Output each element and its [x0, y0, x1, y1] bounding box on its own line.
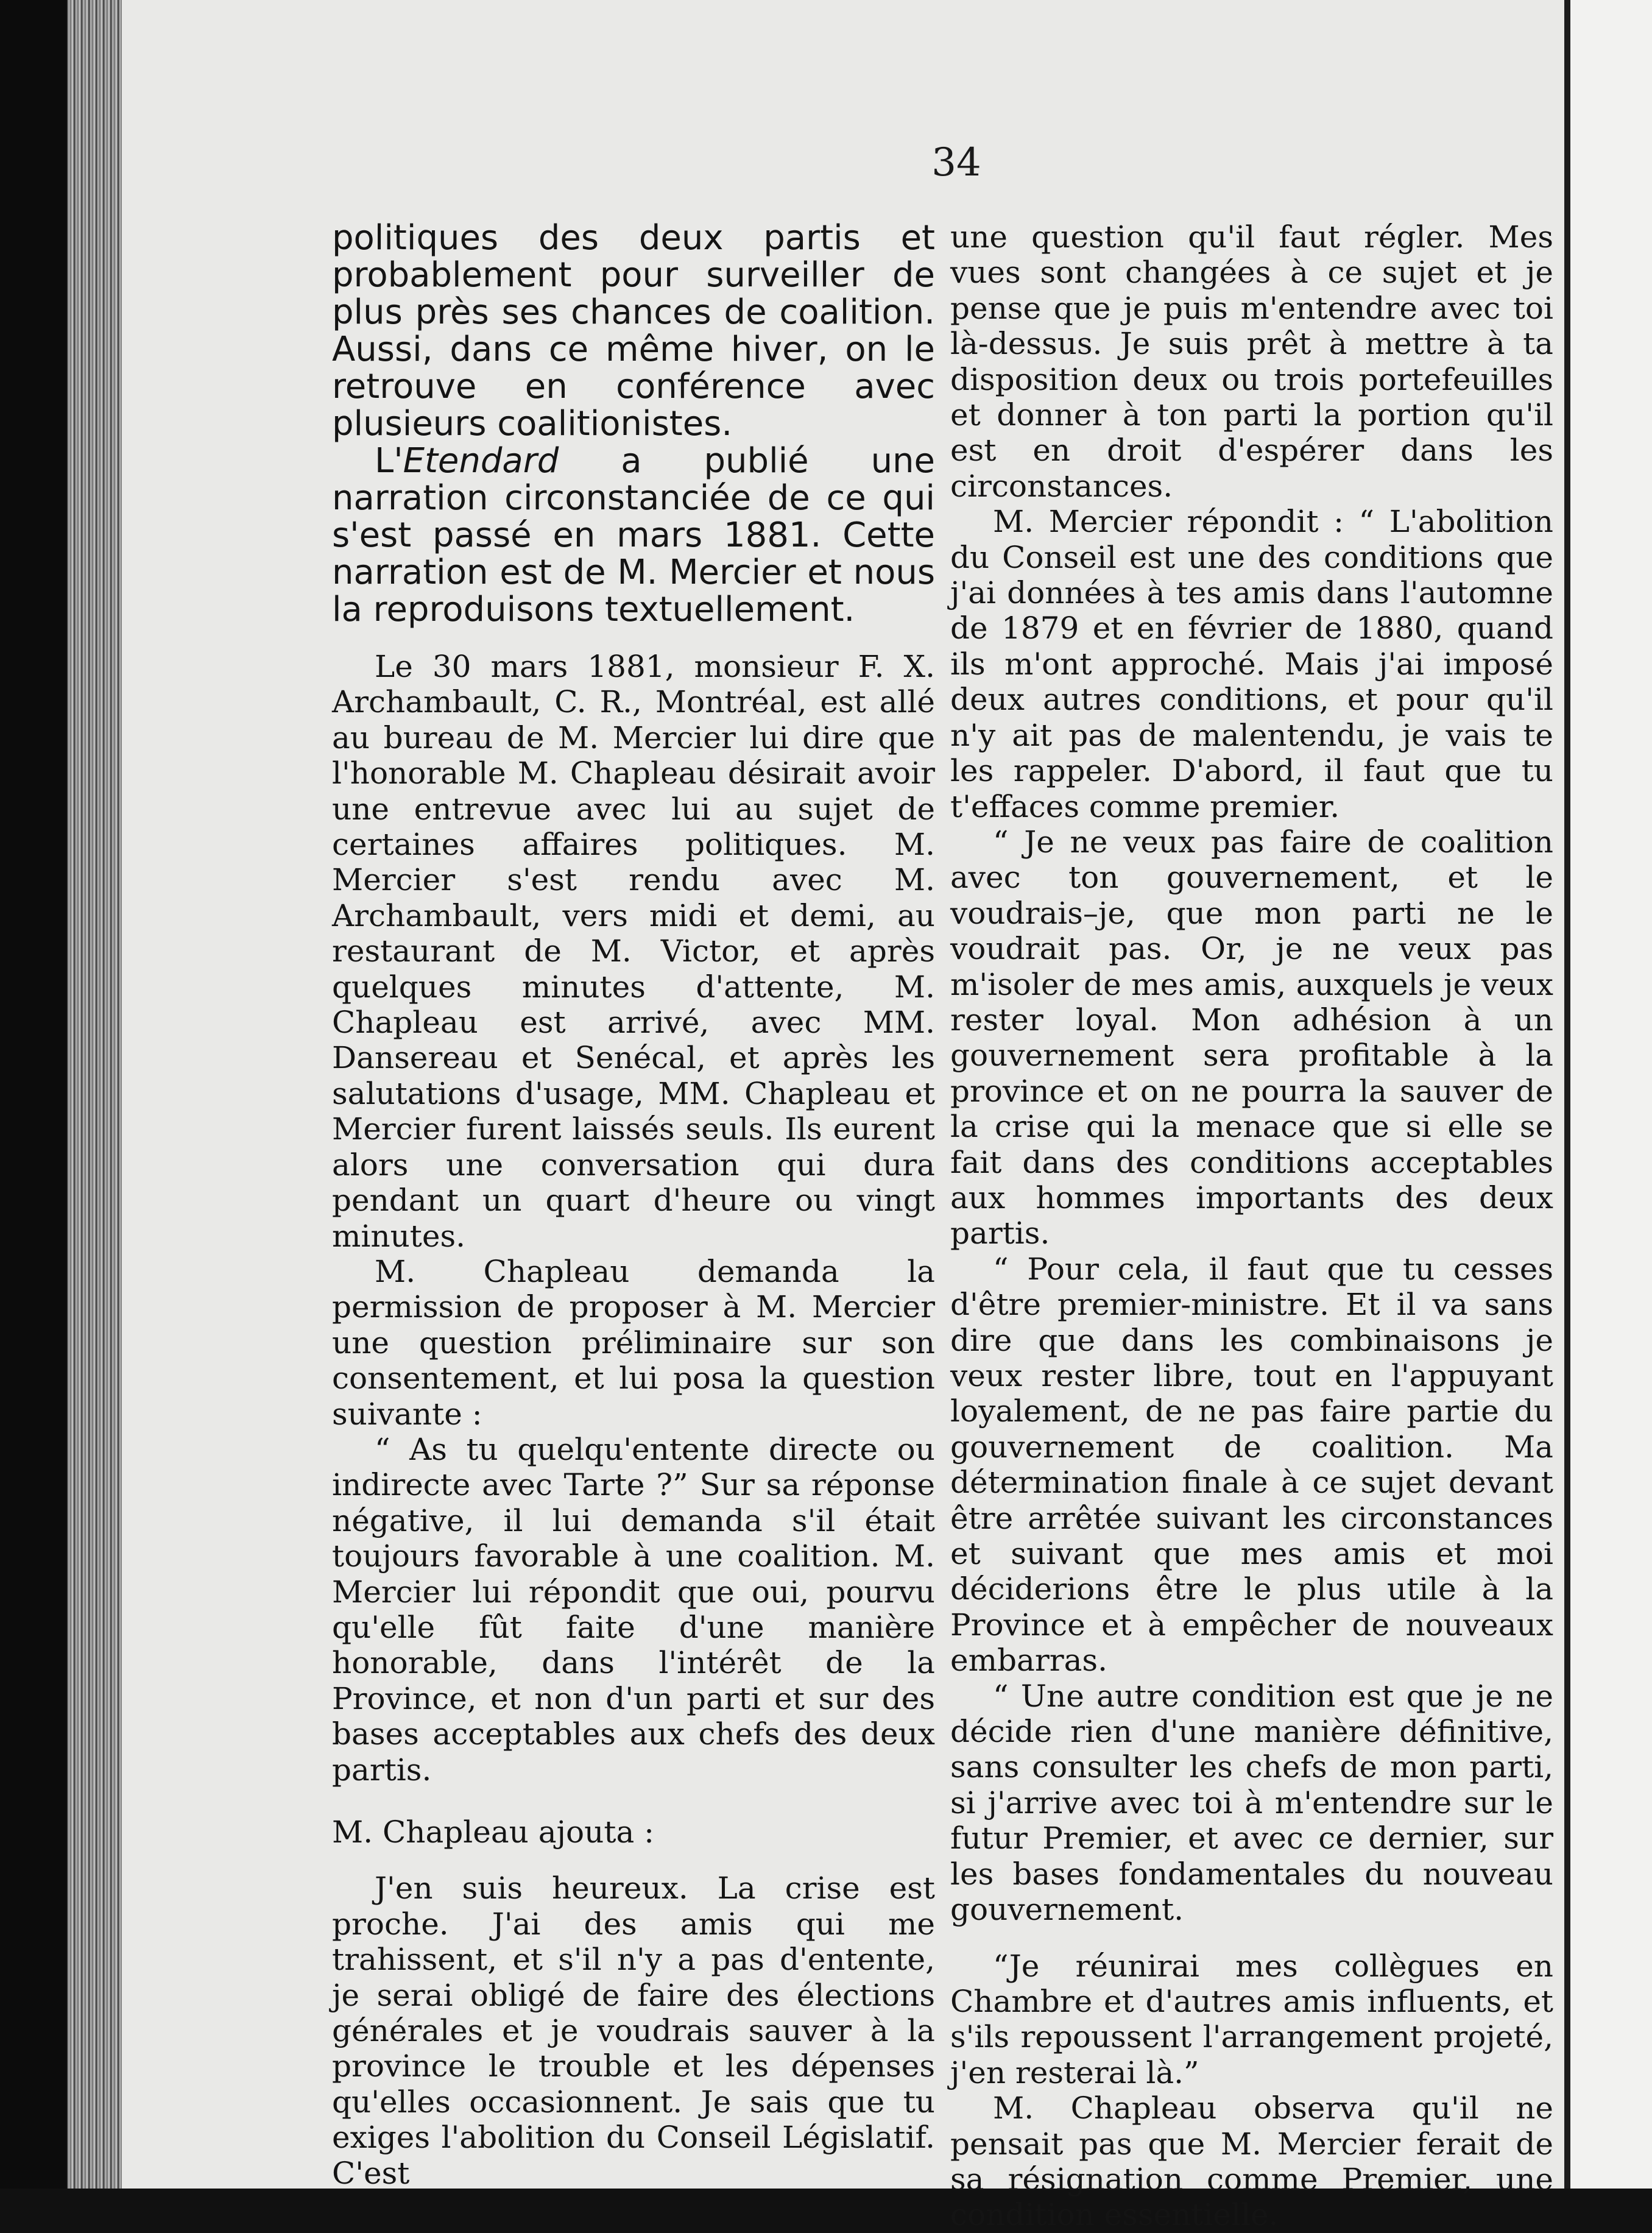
paragraph-mercier-repondit: M. Mercier répondit : “ L'abolition du Conseil est une des conditions que j'ai données à tes amis dans l'automne de 1879 et en février de 1880, quand ils m'ont approché. Mais j'ai imposé deux autres conditions, et pour qu'il n'y ait pas de malentendu, je vais te les rappeler. D'abord, il faut que tu t'effaces comme premier.: [950, 504, 1553, 824]
paragraph-autre-condition: “ Une autre condition est que je ne décide rien d'une manière définitive, sans consulter les chefs de mon parti, si j'arrive avec toi à m'entendre sur le futur Premier, et avec ce dernier, sur les bases fondamentales du nouveau gouvernement.: [950, 1678, 1553, 1928]
paragraph-question: M. Chapleau demanda la permission de proposer à M. Mercier une question préliminaire sur son consentement, et lui posa la question suivante :: [332, 1253, 935, 1432]
narration-paragraph: [332, 442, 935, 628]
narration-prefix: L': [375, 441, 403, 481]
paragraph-chapleau-ajouta: M. Chapleau ajouta :: [332, 1814, 655, 1850]
paragraph-tarte: “ As tu quelqu'entente directe ou indirecte avec Tarte ?” Sur sa réponse négative, il lui demanda s'il était toujours favorable à une coalition. M. Mercier lui répondit que oui, pourvu qu'elle fût faite d'une manière honorable, dans l'intérêt de la Province, et non d'un parti et sur des bases acceptables aux chefs des deux partis.: [332, 1431, 935, 1788]
publication-title: Etendard: [403, 441, 559, 481]
paragraph-premier-ministre: “ Pour cela, il faut que tu cesses d'être premier-ministre. Et il va sans dire que dans les combinaisons je veux rester libre, tout en l'appuyant loyalement, de ne pas faire partie du gouvernement de coalition. Ma détermination finale à ce sujet devant être arrêtée suivant les circonstances et suivant que mes amis et moi déciderions être le plus utile à la Province et à empêcher de nouveaux embarras.: [950, 1251, 1553, 1679]
paragraph-collegues: “Je réunirai mes collègues en Chambre et d'autres amis influents, et s'ils repoussent l'arrangement projeté, j'en resterai là.”: [950, 1948, 1553, 2090]
page-number: 34: [931, 140, 981, 185]
right-column: [950, 219, 1553, 2233]
facing-page-strip: [1570, 0, 1652, 2189]
left-column: [332, 219, 935, 2191]
intro-paragraph: politiques des deux partis et probablement pour surveiller de plus près ses chances de coalition. Aussi, dans ce même hiver, on le retrouve en conférence avec plusieurs coalitionistes.: [332, 218, 935, 444]
paragraph-coalition: “ Je ne veux pas faire de coalition avec ton gouvernement, et le voudrais–je, que mon parti ne le voudrait pas. Or, je ne veux pas m'isoler de mes amis, auxquels je veux rester loyal. Mon adhésion à un gouvernement sera profitable à la province et on ne pourra la sauver de la crise qui la menace que si elle se fait dans des conditions acceptables aux hommes importants des deux partis.: [950, 824, 1553, 1251]
paragraph-chapleau-observa: M. Chapleau observa qu'il ne pensait pas que M. Mercier ferait de sa résignation comme Premier, une condition essentielle.: [950, 2090, 1553, 2233]
narration-text: a publié une narration circonstanciée de ce qui s'est passé en mars 1881. Cette narration est de M. Mercier et nous la reproduisons textuellement.: [332, 441, 935, 629]
paragraph-continuation: une question qu'il faut régler. Mes vues sont changées à ce sujet et je pense que je puis m'entendre avec toi là-dessus. Je suis prêt à mettre à ta disposition deux ou trois portefeuilles et donner à ton parti la portion qu'il est en droit d'espérer dans les circonstances.: [950, 219, 1553, 504]
gutter-shadow: [1564, 0, 1570, 2189]
paragraph-crise: J'en suis heureux. La crise est proche. J'ai des amis qui me trahissent, et s'il n'y a pas d'entente, je serai obligé de faire des élections générales et je voudrais sauver à la province le trouble et les dépenses qu'elles occasionnent. Je sais que tu exiges l'abolition du Conseil Législatif. C'est: [332, 1870, 935, 2191]
paragraph-meeting: Le 30 mars 1881, monsieur F. X. Archambault, C. R., Montréal, est allé au bureau de M. Mercier lui dire que l'honorable M. Chapleau désirait avoir une entrevue avec lui au sujet de certaines affaires politiques. M. Mercier s'est rendu avec M. Archambault, vers midi et demi, au restaurant de M. Victor, et après quelques minutes d'attente, M. Chapleau est arrivé, avec MM. Dansereau et Senécal, et après les salutations d'usage, MM. Chapleau et Mercier furent laissés seuls. Ils eurent alors une conversation qui dura pendant un quart d'heure ou vingt minutes.: [332, 649, 935, 1254]
